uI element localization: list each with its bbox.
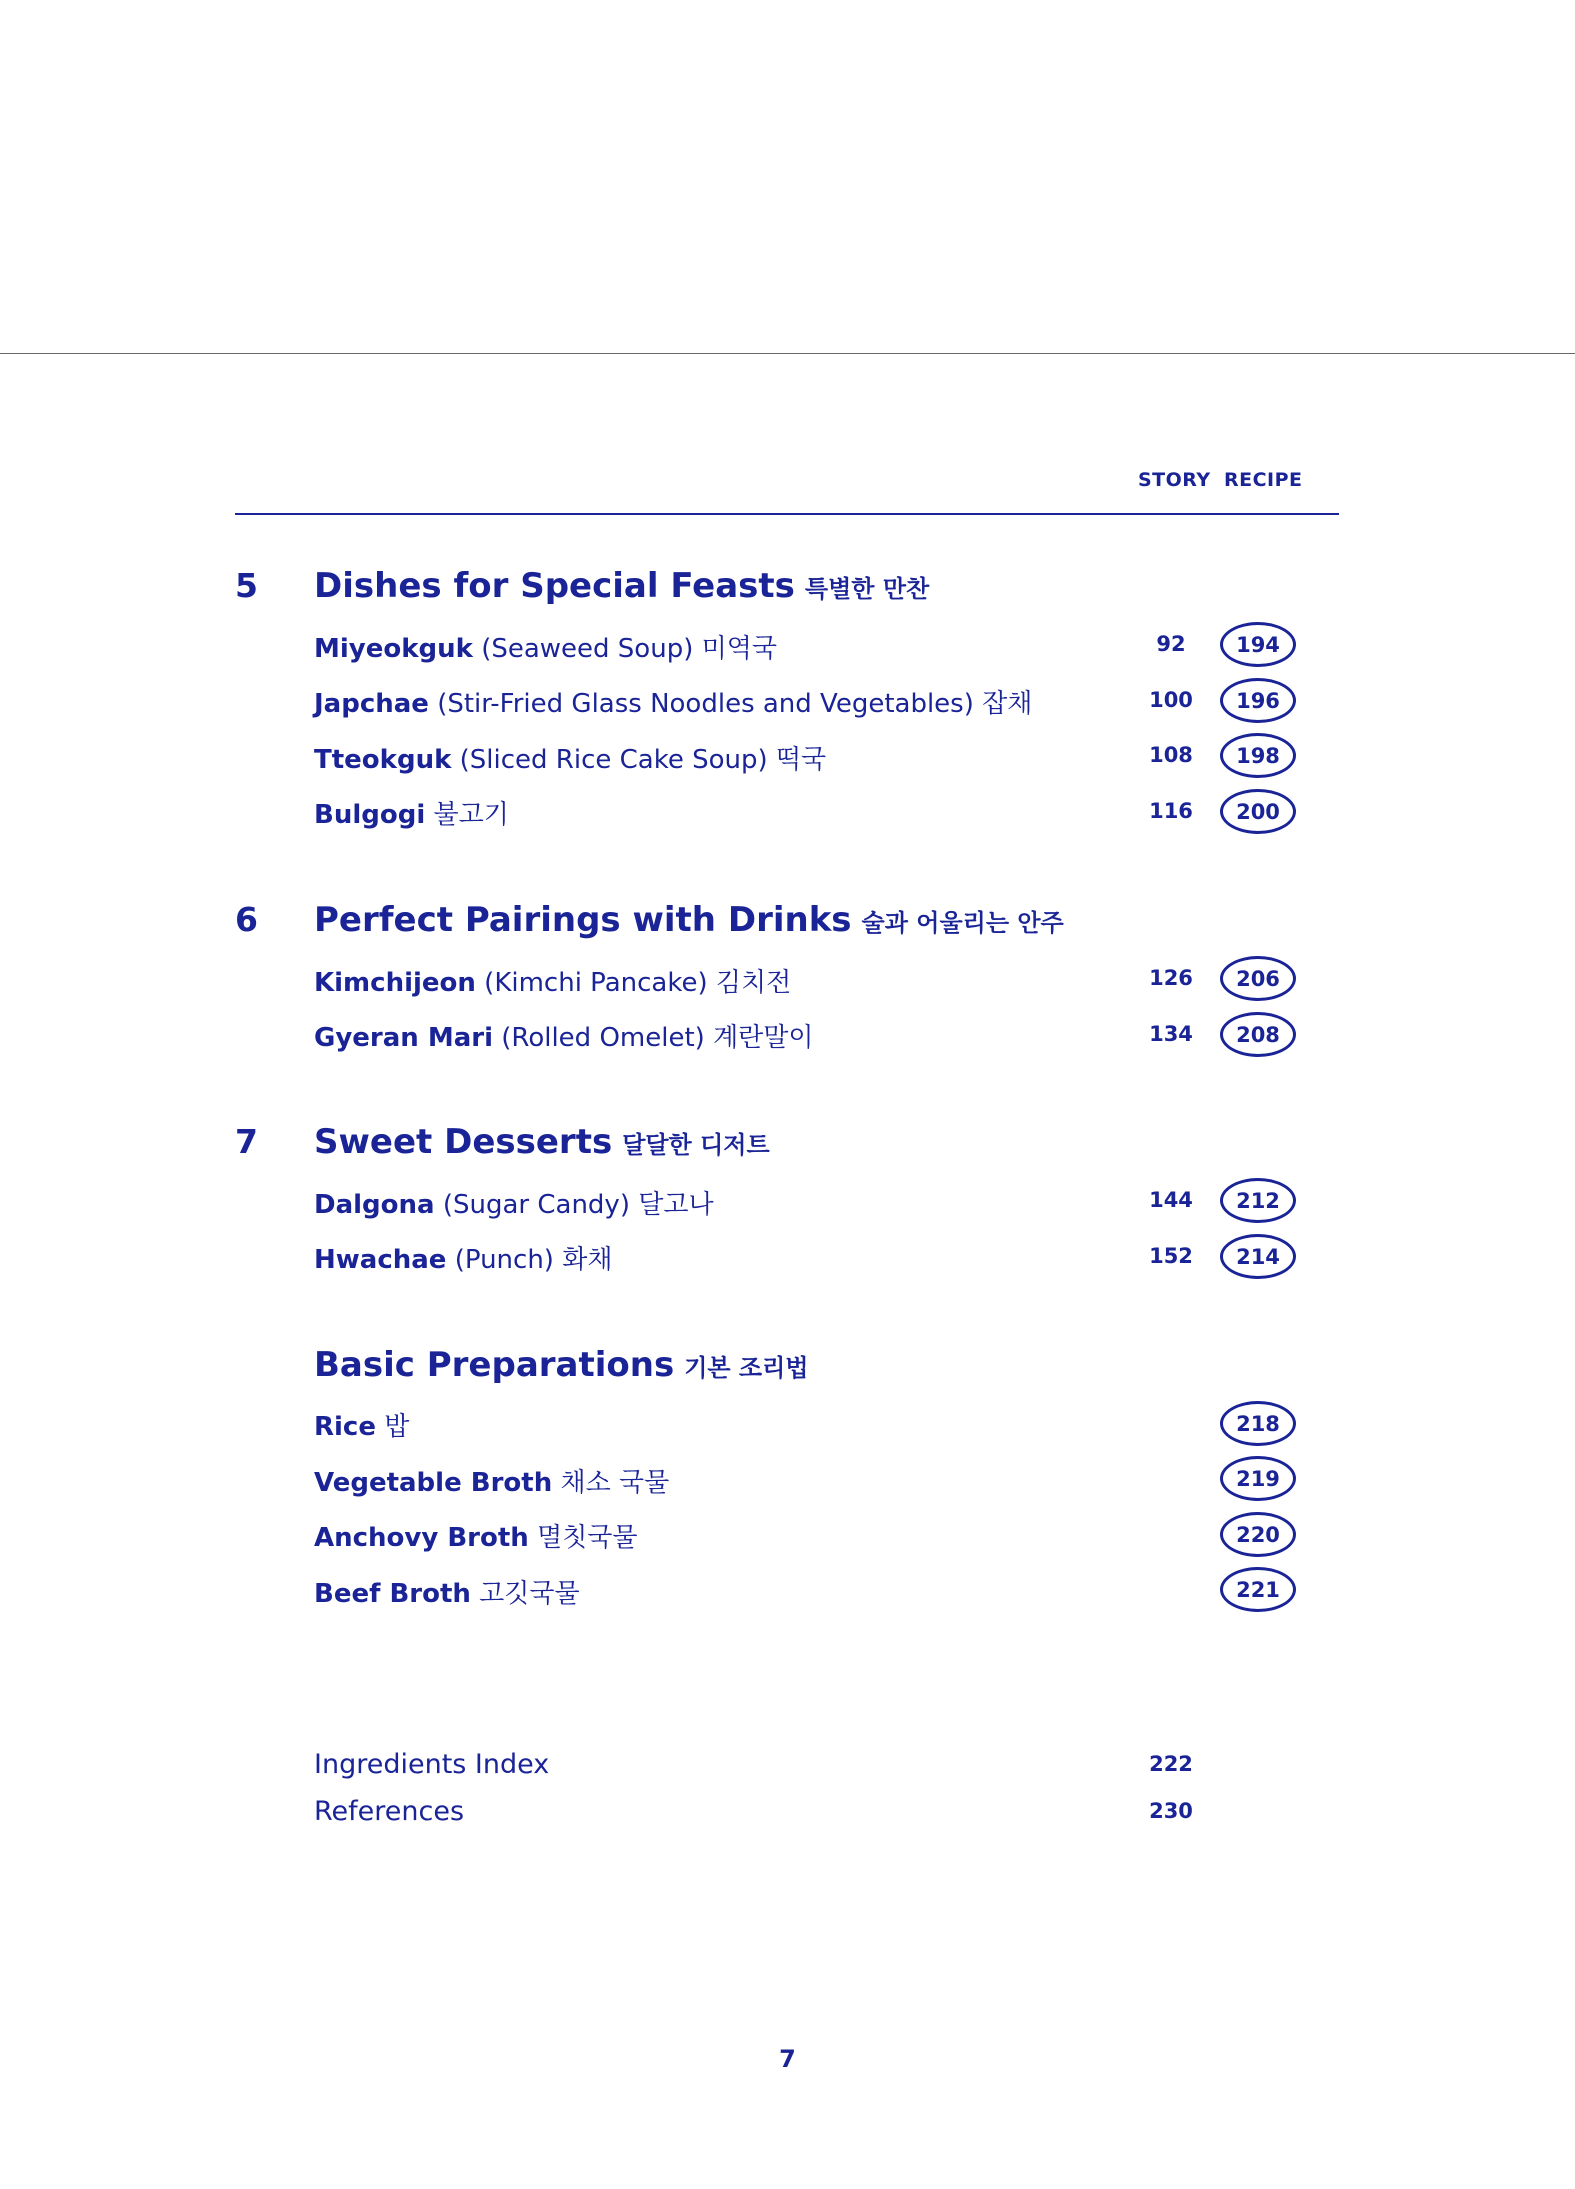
section-number: 5 xyxy=(235,566,258,605)
entry-korean: 고깃국물 xyxy=(479,1579,580,1609)
entry-name: Beef Broth xyxy=(314,1579,471,1609)
back-matter-ingredients-index[interactable]: Ingredients Index xyxy=(314,1749,550,1780)
toc-entry[interactable] xyxy=(314,683,1032,720)
entry-korean: 채소 국물 xyxy=(560,1468,670,1498)
section-number: 7 xyxy=(235,1122,258,1161)
entry-name: Gyeran Mari xyxy=(314,1023,494,1053)
toc-entry[interactable] xyxy=(314,628,777,665)
recipe-page[interactable]: 206 xyxy=(1220,956,1296,1001)
entry-name: Vegetable Broth xyxy=(314,1468,553,1498)
entry-name: Tteokguk xyxy=(314,745,452,775)
recipe-page[interactable]: 194 xyxy=(1220,622,1296,667)
section-title-korean: 술과 어울리는 안주 xyxy=(861,909,1064,937)
story-page[interactable]: 144 xyxy=(1149,1188,1193,1212)
column-header-story: STORY xyxy=(1138,469,1211,491)
toc-entry[interactable] xyxy=(314,1239,612,1276)
section-title xyxy=(314,900,1064,940)
entry-korean: 김치전 xyxy=(715,968,792,998)
toc-entry[interactable] xyxy=(314,739,826,776)
entry-subtitle: (Stir-Fried Glass Noodles and Vegetables) xyxy=(437,689,974,719)
section-title-text: Sweet Desserts xyxy=(314,1122,613,1162)
entry-name: Bulgogi xyxy=(314,800,426,830)
entry-name: Hwachae xyxy=(314,1245,447,1275)
section-number: 6 xyxy=(235,900,258,939)
entry-korean: 밥 xyxy=(384,1412,410,1442)
recipe-page[interactable]: 220 xyxy=(1220,1512,1296,1557)
entry-subtitle: (Sugar Candy) xyxy=(442,1190,630,1220)
entry-name: Japchae xyxy=(314,689,429,719)
section-title-korean: 기본 조리법 xyxy=(684,1354,809,1382)
entry-korean: 잡채 xyxy=(982,689,1033,719)
toc-entry[interactable] xyxy=(314,1406,409,1443)
toc-entry[interactable] xyxy=(314,1017,814,1054)
entry-name: Miyeokguk xyxy=(314,634,473,664)
entry-subtitle: (Seaweed Soup) xyxy=(481,634,694,664)
recipe-page[interactable]: 214 xyxy=(1220,1234,1296,1279)
entry-name: Kimchijeon xyxy=(314,968,476,998)
toc-entry[interactable] xyxy=(314,1573,580,1610)
section-title-korean: 달달한 디저트 xyxy=(622,1131,770,1159)
entry-korean: 불고기 xyxy=(433,800,509,830)
entry-korean: 떡국 xyxy=(775,745,827,775)
column-header-recipe: RECIPE xyxy=(1224,469,1303,491)
back-matter-references[interactable]: References xyxy=(314,1796,465,1827)
entry-korean: 미역국 xyxy=(701,634,777,664)
recipe-page[interactable]: 208 xyxy=(1220,1012,1296,1057)
recipe-page[interactable]: 198 xyxy=(1220,733,1296,778)
section-title xyxy=(314,1122,770,1162)
entry-subtitle: (Punch) xyxy=(454,1245,554,1275)
recipe-page[interactable]: 221 xyxy=(1220,1567,1296,1612)
recipe-page[interactable]: 200 xyxy=(1220,789,1296,834)
back-matter-page[interactable]: 230 xyxy=(1149,1799,1193,1823)
entry-subtitle: (Rolled Omelet) xyxy=(501,1023,705,1053)
story-page[interactable]: 134 xyxy=(1149,1022,1193,1046)
entry-subtitle: (Kimchi Pancake) xyxy=(484,968,708,998)
recipe-page[interactable]: 218 xyxy=(1220,1401,1296,1446)
toc-entry[interactable] xyxy=(314,794,509,831)
recipe-page[interactable]: 219 xyxy=(1220,1456,1296,1501)
entry-korean: 계란말이 xyxy=(713,1023,814,1053)
entry-name: Anchovy Broth xyxy=(314,1523,529,1553)
entry-korean: 멸칫국물 xyxy=(537,1523,638,1553)
section-title-text: Dishes for Special Feasts xyxy=(314,566,795,606)
toc-entry[interactable] xyxy=(314,1462,669,1499)
recipe-page[interactable]: 196 xyxy=(1220,678,1296,723)
section-title-text: Basic Preparations xyxy=(314,1345,675,1385)
section-title xyxy=(314,566,929,606)
top-divider xyxy=(0,353,1575,354)
toc-entry[interactable] xyxy=(314,962,791,999)
story-page[interactable]: 116 xyxy=(1149,799,1193,823)
story-page[interactable]: 92 xyxy=(1156,632,1186,656)
story-page[interactable]: 108 xyxy=(1149,743,1193,767)
section-title xyxy=(314,1345,808,1385)
entry-korean: 달고나 xyxy=(638,1190,714,1220)
recipe-page[interactable]: 212 xyxy=(1220,1178,1296,1223)
section-title-text: Perfect Pairings with Drinks xyxy=(314,900,852,940)
header-divider xyxy=(235,513,1339,515)
page-number: 7 xyxy=(779,2045,796,2073)
story-page[interactable]: 126 xyxy=(1149,966,1193,990)
entry-subtitle: (Sliced Rice Cake Soup) xyxy=(459,745,768,775)
story-page[interactable]: 100 xyxy=(1149,688,1193,712)
entry-korean: 화채 xyxy=(562,1245,613,1275)
toc-entry[interactable] xyxy=(314,1517,638,1554)
story-page[interactable]: 152 xyxy=(1149,1244,1193,1268)
back-matter-page[interactable]: 222 xyxy=(1149,1752,1193,1776)
section-title-korean: 특별한 만찬 xyxy=(804,575,930,603)
entry-name: Dalgona xyxy=(314,1190,435,1220)
entry-name: Rice xyxy=(314,1412,376,1442)
toc-entry[interactable] xyxy=(314,1184,714,1221)
